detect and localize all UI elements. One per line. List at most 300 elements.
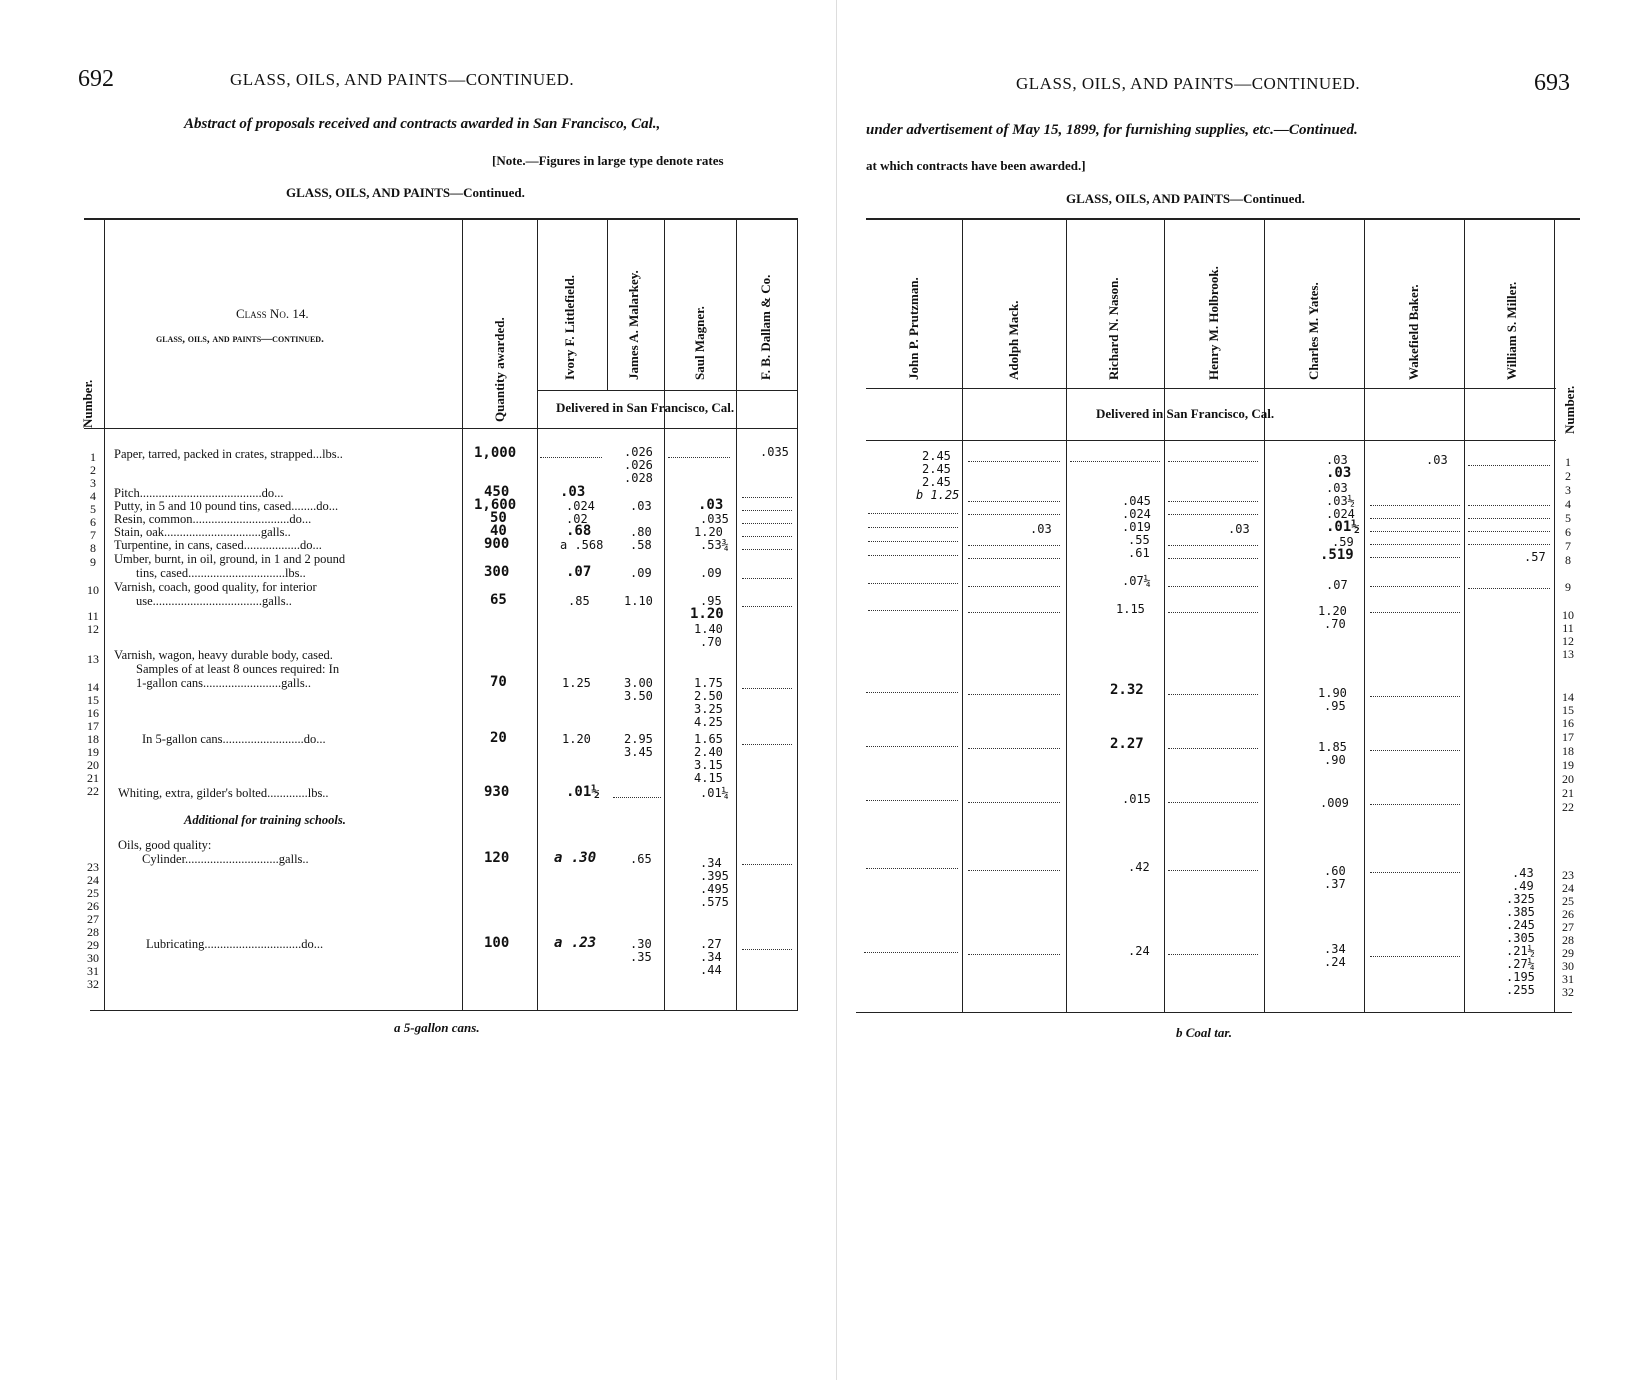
dot-leader xyxy=(742,510,792,511)
item-label: use...................................galls.. xyxy=(136,594,292,608)
row-number: 14 xyxy=(1562,690,1574,704)
row-number: 8 xyxy=(1565,553,1571,567)
dot-leader xyxy=(742,744,792,745)
dot-leader xyxy=(1168,870,1258,871)
abstract-line: under advertisement of May 15, 1899, for furnishing supplies, etc.—Continued. xyxy=(866,122,1358,138)
bid-value: 3.45 xyxy=(624,745,653,759)
bid-value: .24 xyxy=(1324,955,1346,969)
row-number: 5 xyxy=(1565,511,1571,525)
item-label: 1-gallon cans.........................galls.. xyxy=(136,676,311,690)
dot-leader xyxy=(613,797,661,798)
note-line: at which contracts have been awarded.] xyxy=(866,158,1086,173)
bid-value: 1.20 xyxy=(690,606,724,622)
dot-leader xyxy=(868,527,958,528)
dot-leader xyxy=(1370,586,1460,587)
bid-value: .026 xyxy=(624,458,653,472)
bid-value: .24 xyxy=(1128,944,1150,958)
bid-value: .68 xyxy=(566,523,592,539)
bid-value: .85 xyxy=(568,594,590,608)
item-label: tins, cased...............................lbs.. xyxy=(136,566,306,580)
item-label: Stain, oak...............................galls.. xyxy=(114,525,291,539)
bid-value: .53¾ xyxy=(700,538,729,552)
quantity-value: 20 xyxy=(490,730,507,746)
dot-leader xyxy=(1168,802,1258,803)
bid-value: .024 xyxy=(1326,507,1355,521)
quantity-value: 930 xyxy=(484,784,510,800)
row-number: 11 xyxy=(87,609,99,623)
bid-value: .03½ xyxy=(1326,494,1355,508)
row-number: 15 xyxy=(87,693,99,707)
bid-value: .495 xyxy=(700,882,729,896)
bidder-header: James A. Malarkey. xyxy=(626,270,641,380)
row-number: 10 xyxy=(87,583,99,597)
dot-leader xyxy=(1168,748,1258,749)
row-number: 9 xyxy=(1565,580,1571,594)
bid-value: .70 xyxy=(700,635,722,649)
bid-value: .519 xyxy=(1320,547,1354,563)
quantity-value: 65 xyxy=(490,592,507,608)
dot-leader xyxy=(868,555,958,556)
dot-leader xyxy=(1168,558,1258,559)
row-number: 19 xyxy=(1562,758,1574,772)
dot-leader xyxy=(1370,696,1460,697)
bid-value: .02 xyxy=(566,512,588,526)
row-number: 13 xyxy=(1562,647,1574,661)
row-number: 6 xyxy=(1565,525,1571,539)
row-number: 17 xyxy=(87,719,99,733)
dot-leader xyxy=(742,864,792,865)
bid-value: .028 xyxy=(624,471,653,485)
bid-value: .90 xyxy=(1324,753,1346,767)
page-number: 692 xyxy=(78,66,114,92)
quantity-value: 40 xyxy=(490,523,507,539)
table-top-rule xyxy=(866,218,1580,220)
dot-leader xyxy=(968,514,1060,515)
bid-value: 1.20 xyxy=(562,732,591,746)
dot-leader xyxy=(1370,750,1460,751)
dot-leader xyxy=(742,497,792,498)
row-number: 32 xyxy=(1562,985,1574,999)
bid-value: 1.25 xyxy=(562,676,591,690)
bidder-header: William S. Miller. xyxy=(1504,281,1519,380)
delivered-label: Delivered in San Francisco, Cal. xyxy=(556,400,735,415)
bidder-header: Charles M. Yates. xyxy=(1306,282,1321,380)
row-number: 8 xyxy=(90,541,96,555)
bid-value: .95 xyxy=(1324,699,1346,713)
bid-value: .27 xyxy=(700,937,722,951)
bidder-header: Adolph Mack. xyxy=(1006,300,1021,380)
dot-leader xyxy=(1168,612,1258,613)
item-label: Whiting, extra, gilder's bolted.............lbs.. xyxy=(118,786,329,800)
bid-value: .024 xyxy=(566,499,595,513)
bid-value: .07 xyxy=(566,564,592,580)
bid-value: .57 xyxy=(1524,550,1546,564)
dot-leader xyxy=(968,870,1060,871)
bid-value: 3.50 xyxy=(624,689,653,703)
row-number: 4 xyxy=(1565,497,1571,511)
bidder-header: John P. Prutzman. xyxy=(906,277,921,380)
bid-value: .09 xyxy=(700,566,722,580)
row-number: 18 xyxy=(1562,744,1574,758)
row-number: 11 xyxy=(1562,621,1574,635)
item-label: Paper, tarred, packed in crates, strapped...lbs.. xyxy=(114,447,343,461)
bid-value: a .23 xyxy=(554,935,597,951)
row-number: 7 xyxy=(90,528,96,542)
dot-leader xyxy=(968,461,1060,462)
bid-value: .03 xyxy=(560,484,586,500)
class-subtitle: glass, oils, and paints—continued. xyxy=(156,333,324,345)
item-label: Oils, good quality: xyxy=(118,838,212,852)
table-top-rule xyxy=(84,218,798,220)
item-label: Pitch.......................................do... xyxy=(114,486,284,500)
bid-value: .03 xyxy=(1030,522,1052,536)
row-number: 25 xyxy=(1562,894,1574,908)
item-label: Putty, in 5 and 10 pound tins, cased........do... xyxy=(114,499,339,513)
row-number: 23 xyxy=(1562,868,1574,882)
bid-value: .395 xyxy=(700,869,729,883)
col-divider xyxy=(104,218,105,1010)
dot-leader xyxy=(742,688,792,689)
bid-value: 3.25 xyxy=(694,702,723,716)
bid-value: .21½ xyxy=(1506,944,1535,958)
dot-leader xyxy=(1168,954,1258,955)
col-divider xyxy=(664,218,665,1010)
bid-value: .58 xyxy=(630,538,652,552)
dot-leader xyxy=(1370,612,1460,613)
bid-value: .07¼ xyxy=(1122,574,1151,588)
row-number: 1 xyxy=(90,450,96,464)
bid-value: .03 xyxy=(630,499,652,513)
bid-value: .07 xyxy=(1326,578,1348,592)
dot-leader xyxy=(866,692,958,693)
item-label: Umber, burnt, in oil, ground, in 1 and 2 pound xyxy=(114,552,346,566)
bid-value: 1.65 xyxy=(694,732,723,746)
row-number: 27 xyxy=(87,912,99,926)
dot-leader xyxy=(868,513,958,514)
dot-leader xyxy=(1370,956,1460,957)
col-divider xyxy=(797,218,798,1010)
row-number: 27 xyxy=(1562,920,1574,934)
row-number: 18 xyxy=(87,732,99,746)
bid-value: .305 xyxy=(1506,931,1535,945)
dot-leader xyxy=(742,523,792,524)
row-number: 12 xyxy=(1562,634,1574,648)
table-bottom-rule xyxy=(90,1010,798,1011)
dot-leader xyxy=(1370,872,1460,873)
quantity-value: 70 xyxy=(490,674,507,690)
quantity-header: Quantity awarded. xyxy=(492,317,507,422)
bid-value: .42 xyxy=(1128,860,1150,874)
bidder-header: Ivory F. Littlefield. xyxy=(562,275,577,380)
col-divider xyxy=(1164,218,1165,1012)
bid-value: .01½ xyxy=(1326,519,1360,535)
bid-value: .026 xyxy=(624,445,653,459)
dot-leader xyxy=(968,748,1060,749)
col-divider xyxy=(962,218,963,1012)
header-bottom-rule xyxy=(866,440,1556,441)
footnote: b Coal tar. xyxy=(1176,1025,1232,1040)
row-number: 21 xyxy=(1562,786,1574,800)
delivered-label: Delivered in San Francisco, Cal. xyxy=(1096,406,1275,421)
bid-value: 2.45 xyxy=(922,449,951,463)
row-number: 28 xyxy=(87,925,99,939)
dot-leader xyxy=(668,457,730,458)
bid-value: 2.40 xyxy=(694,745,723,759)
bid-value: .59 xyxy=(1332,535,1354,549)
dot-leader xyxy=(1370,531,1460,532)
bid-value: 1.20 xyxy=(694,525,723,539)
item-label: Cylinder..............................galls.. xyxy=(142,852,309,866)
dot-leader xyxy=(1468,505,1550,506)
bid-value: .60 xyxy=(1324,864,1346,878)
dot-leader xyxy=(1468,518,1550,519)
quantity-value: 900 xyxy=(484,536,510,552)
header-bottom-rule xyxy=(84,428,798,429)
item-label: Varnish, wagon, heavy durable body, cased. xyxy=(114,648,333,662)
bid-value: .255 xyxy=(1506,983,1535,997)
dot-leader xyxy=(968,545,1060,546)
bid-value: .27¼ xyxy=(1506,957,1535,971)
dot-leader xyxy=(742,578,792,579)
row-number: 2 xyxy=(1565,469,1571,483)
bidder-header: Richard N. Nason. xyxy=(1106,277,1121,380)
row-number: 30 xyxy=(1562,959,1574,973)
bid-value: .03 xyxy=(1228,522,1250,536)
dot-leader xyxy=(866,800,958,801)
bid-value: .03 xyxy=(1326,453,1348,467)
bid-value: .65 xyxy=(630,852,652,866)
col-divider xyxy=(1464,218,1465,1012)
dot-leader xyxy=(968,694,1060,695)
row-number: 17 xyxy=(1562,730,1574,744)
row-number: 4 xyxy=(90,489,96,503)
page-number: 693 xyxy=(1534,70,1570,96)
row-number: 10 xyxy=(1562,608,1574,622)
bid-value: .43 xyxy=(1512,866,1534,880)
dot-leader xyxy=(868,610,958,611)
row-number: 6 xyxy=(90,515,96,529)
footnote: a 5-gallon cans. xyxy=(394,1020,480,1035)
bid-value: .03 xyxy=(1326,465,1352,481)
bid-value: a .30 xyxy=(554,850,597,866)
row-number: 24 xyxy=(1562,881,1574,895)
quantity-value: 450 xyxy=(484,484,510,500)
class-title: Class No. 14. xyxy=(236,306,309,321)
bid-value: .03 xyxy=(1326,481,1348,495)
quantity-value: 300 xyxy=(484,564,510,580)
col-divider xyxy=(736,218,737,1010)
dot-leader xyxy=(742,949,792,950)
dot-leader xyxy=(866,746,958,747)
dot-leader xyxy=(1370,557,1460,558)
bid-value: .55 xyxy=(1128,533,1150,547)
row-number: 14 xyxy=(87,680,99,694)
dot-leader xyxy=(866,868,958,869)
row-number: 26 xyxy=(1562,907,1574,921)
row-number: 19 xyxy=(87,745,99,759)
bid-value: 3.00 xyxy=(624,676,653,690)
row-number: 24 xyxy=(87,873,99,887)
bidder-header: Saul Magner. xyxy=(692,306,707,380)
row-number: 29 xyxy=(87,938,99,952)
col-divider xyxy=(1264,218,1265,1012)
bid-value: .09 xyxy=(630,566,652,580)
row-number: 31 xyxy=(1562,972,1574,986)
row-number: 20 xyxy=(87,758,99,772)
dot-leader xyxy=(968,612,1060,613)
row-number: 13 xyxy=(87,652,99,666)
bid-value: 1.15 xyxy=(1116,602,1145,616)
dot-leader xyxy=(868,583,958,584)
bid-value: .035 xyxy=(700,512,729,526)
bid-value: .49 xyxy=(1512,879,1534,893)
abstract-line: Abstract of proposals received and contracts awarded in San Francisco, Cal., xyxy=(184,116,661,132)
item-label: Lubricating...............................do... xyxy=(146,937,324,951)
row-number: 12 xyxy=(87,622,99,636)
row-number: 22 xyxy=(1562,800,1574,814)
number-header: Number. xyxy=(1562,385,1577,434)
bid-value: .195 xyxy=(1506,970,1535,984)
dot-leader xyxy=(864,952,958,953)
bid-value: 2.95 xyxy=(624,732,653,746)
bidder-rule xyxy=(538,390,798,391)
bid-value: 1.20 xyxy=(1318,604,1347,618)
dot-leader xyxy=(1168,501,1258,502)
row-number: 21 xyxy=(87,771,99,785)
bid-value: .37 xyxy=(1324,877,1346,891)
col-divider xyxy=(1066,218,1067,1012)
col-divider xyxy=(607,218,608,390)
bid-value: .325 xyxy=(1506,892,1535,906)
bid-value: 1.85 xyxy=(1318,740,1347,754)
row-number: 28 xyxy=(1562,933,1574,947)
bid-value: .015 xyxy=(1122,792,1151,806)
bid-value: b 1.25 xyxy=(916,488,960,502)
dot-leader xyxy=(742,536,792,537)
bidder-header: Henry M. Holbrook. xyxy=(1206,266,1221,380)
bid-value: 1.90 xyxy=(1318,686,1347,700)
bid-value: .80 xyxy=(630,525,652,539)
dot-leader xyxy=(1370,505,1460,506)
row-number: 7 xyxy=(1565,539,1571,553)
quantity-value: 50 xyxy=(490,510,507,526)
bid-value: .024 xyxy=(1122,507,1151,521)
bid-value: .35 xyxy=(630,950,652,964)
quantity-value: 1,000 xyxy=(474,445,517,461)
bid-value: .245 xyxy=(1506,918,1535,932)
dot-leader xyxy=(1168,694,1258,695)
dot-leader xyxy=(1168,461,1258,462)
dot-leader xyxy=(1168,586,1258,587)
dot-leader xyxy=(742,549,792,550)
dot-leader xyxy=(1468,465,1550,466)
row-number: 23 xyxy=(87,860,99,874)
col-divider xyxy=(1554,218,1555,1012)
bid-value: 3.15 xyxy=(694,758,723,772)
row-number: 16 xyxy=(87,706,99,720)
dot-leader xyxy=(540,457,602,458)
col-divider xyxy=(1364,218,1365,1012)
dot-leader xyxy=(968,586,1060,587)
bid-value: .01½ xyxy=(566,784,600,800)
number-header: Number. xyxy=(80,379,95,428)
dot-leader xyxy=(1070,461,1160,462)
item-label: Samples of at least 8 ounces required: In xyxy=(136,662,340,676)
bid-value: .30 xyxy=(630,937,652,951)
table-bottom-rule xyxy=(856,1012,1572,1013)
bidder-header: Wakefield Baker. xyxy=(1406,284,1421,380)
section-title: GLASS, OILS, AND PAINTS—Continued. xyxy=(1066,191,1305,206)
row-number: 30 xyxy=(87,951,99,965)
bid-value: .34 xyxy=(700,950,722,964)
item-label: Additional for training schools. xyxy=(184,813,346,827)
quantity-value: 100 xyxy=(484,935,510,951)
row-number: 1 xyxy=(1565,455,1571,469)
item-label: In 5-gallon cans..........................do... xyxy=(142,732,326,746)
bid-value: 1.40 xyxy=(694,622,723,636)
bid-value: 2.45 xyxy=(922,475,951,489)
page-gutter xyxy=(836,0,837,1380)
row-number: 3 xyxy=(1565,483,1571,497)
dot-leader xyxy=(1370,518,1460,519)
dot-leader xyxy=(1468,531,1550,532)
bid-value: .70 xyxy=(1324,617,1346,631)
note-line: [Note.—Figures in large type denote rates xyxy=(492,153,724,168)
row-number: 31 xyxy=(87,964,99,978)
dot-leader xyxy=(1370,544,1460,545)
row-number: 26 xyxy=(87,899,99,913)
row-number: 29 xyxy=(1562,946,1574,960)
item-label: Varnish, coach, good quality, for interior xyxy=(114,580,317,594)
bid-value: .035 xyxy=(760,445,789,459)
row-number: 25 xyxy=(87,886,99,900)
bid-value: .045 xyxy=(1122,494,1151,508)
bid-value: .95 xyxy=(700,594,722,608)
row-number: 16 xyxy=(1562,716,1574,730)
bid-value: .575 xyxy=(700,895,729,909)
bid-value: .44 xyxy=(700,963,722,977)
bid-value: 2.50 xyxy=(694,689,723,703)
dot-leader xyxy=(968,501,1060,502)
bid-value: .385 xyxy=(1506,905,1535,919)
row-number: 22 xyxy=(87,784,99,798)
row-number: 32 xyxy=(87,977,99,991)
dot-leader xyxy=(742,606,792,607)
bid-value: .019 xyxy=(1122,520,1151,534)
row-number: 3 xyxy=(90,476,96,490)
row-number: 2 xyxy=(90,463,96,477)
bid-value: .03 xyxy=(1426,453,1448,467)
bid-value: .01¼ xyxy=(700,786,729,800)
bid-value: 2.45 xyxy=(922,462,951,476)
row-number: 20 xyxy=(1562,772,1574,786)
row-number: 15 xyxy=(1562,703,1574,717)
bidder-rule xyxy=(866,388,1556,389)
section-title: GLASS, OILS, AND PAINTS—Continued. xyxy=(286,185,525,200)
dot-leader xyxy=(1370,804,1460,805)
dot-leader xyxy=(1168,545,1258,546)
bid-value: .34 xyxy=(700,856,722,870)
item-label: Turpentine, in cans, cased..................do... xyxy=(114,538,322,552)
bid-value: 4.25 xyxy=(694,715,723,729)
dot-leader xyxy=(968,954,1060,955)
dot-leader xyxy=(1468,544,1550,545)
bid-value: 1.10 xyxy=(624,594,653,608)
row-number: 5 xyxy=(90,502,96,516)
dot-leader xyxy=(868,541,958,542)
quantity-value: 1,600 xyxy=(474,497,517,513)
row-number: 9 xyxy=(90,555,96,569)
